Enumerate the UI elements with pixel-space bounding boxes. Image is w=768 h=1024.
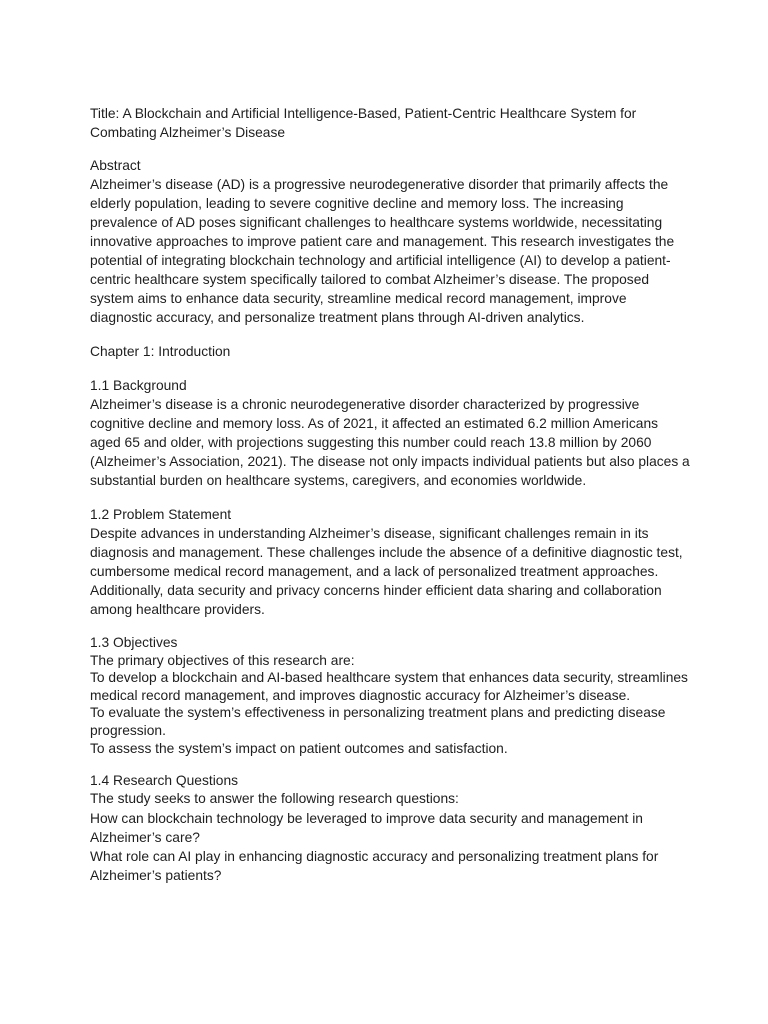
chapter-1-heading-block [90,342,690,361]
section-research-questions [90,772,690,885]
section-objectives [90,634,690,757]
section-heading-background: 1.1 Background [90,378,187,393]
objective-item: To evaluate the system’s effectiveness in personalizing treatment plans and predicting disease progression. [90,705,666,738]
section-text-problem-statement: Despite advances in understanding Alzheimer’s disease, significant challenges remain in its diagnosis and management. These challenges include the absence of a definitive diagnostic test, cumbersome medical record management, and a lack of personalized treatment approaches. Additionally, data security and privacy concerns hinder efficient data sharing and collaboration among healthcare providers. [90,526,683,617]
research-questions-intro: The study seeks to answer the following research questions: [90,790,459,806]
chapter-heading: Chapter 1: Introduction [90,344,231,359]
section-problem-statement [90,505,690,619]
document-title: Title: A Blockchain and Artificial Intelligence-Based, Patient-Centric Healthcare System for Combating Alzheimer’s Disease [90,106,637,140]
section-heading-problem-statement: 1.2 Problem Statement [90,507,232,522]
document-page [90,104,690,900]
objective-item: To assess the system’s impact on patient outcomes and satisfaction. [90,740,508,756]
objectives-intro: The primary objectives of this research are: [90,652,355,668]
section-background [90,376,690,490]
document-title-block [90,104,690,142]
section-text-background: Alzheimer’s disease is a chronic neurodegenerative disorder characterized by progressive cognitive decline and memory loss. As of 2021, it affected an estimated 6.2 million Americans aged 65 and older, with projections suggesting this number could reach 13.8 million by 2060 (Alzheimer’s Association, 2021). The disease not only impacts individual patients but also places a substantial burden on healthcare systems, caregivers, and economies worldwide. [90,397,690,488]
section-heading-research-questions: 1.4 Research Questions [90,773,239,789]
research-question-item: How can blockchain technology be leveraged to improve data security and management in Alzheimer’s care? [90,811,643,846]
abstract-heading: Abstract [90,158,141,173]
abstract-text: Alzheimer’s disease (AD) is a progressive neurodegenerative disorder that primarily affects the elderly population, leading to severe cognitive decline and memory loss. The increasing prevalence of AD poses significant challenges to healthcare systems worldwide, necessitating innovative approaches to improve patient care and management. This research investigates the potential of integrating blockchain technology and artificial intelligence (AI) to develop a patient-centric healthcare system specifically tailored to combat Alzheimer’s disease. The proposed system aims to enhance data security, streamline medical record management, improve diagnostic accuracy, and personalize treatment plans through AI-driven analytics. [90,177,675,325]
research-question-item: What role can AI play in enhancing diagnostic accuracy and personalizing treatment plans for Alzheimer’s patients? [90,849,659,884]
abstract-section [90,156,690,327]
objective-item: To develop a blockchain and AI-based healthcare system that enhances data security, streamlines medical record management, and improves diagnostic accuracy for Alzheimer’s disease. [90,670,688,703]
section-heading-objectives: 1.3 Objectives [90,635,178,650]
